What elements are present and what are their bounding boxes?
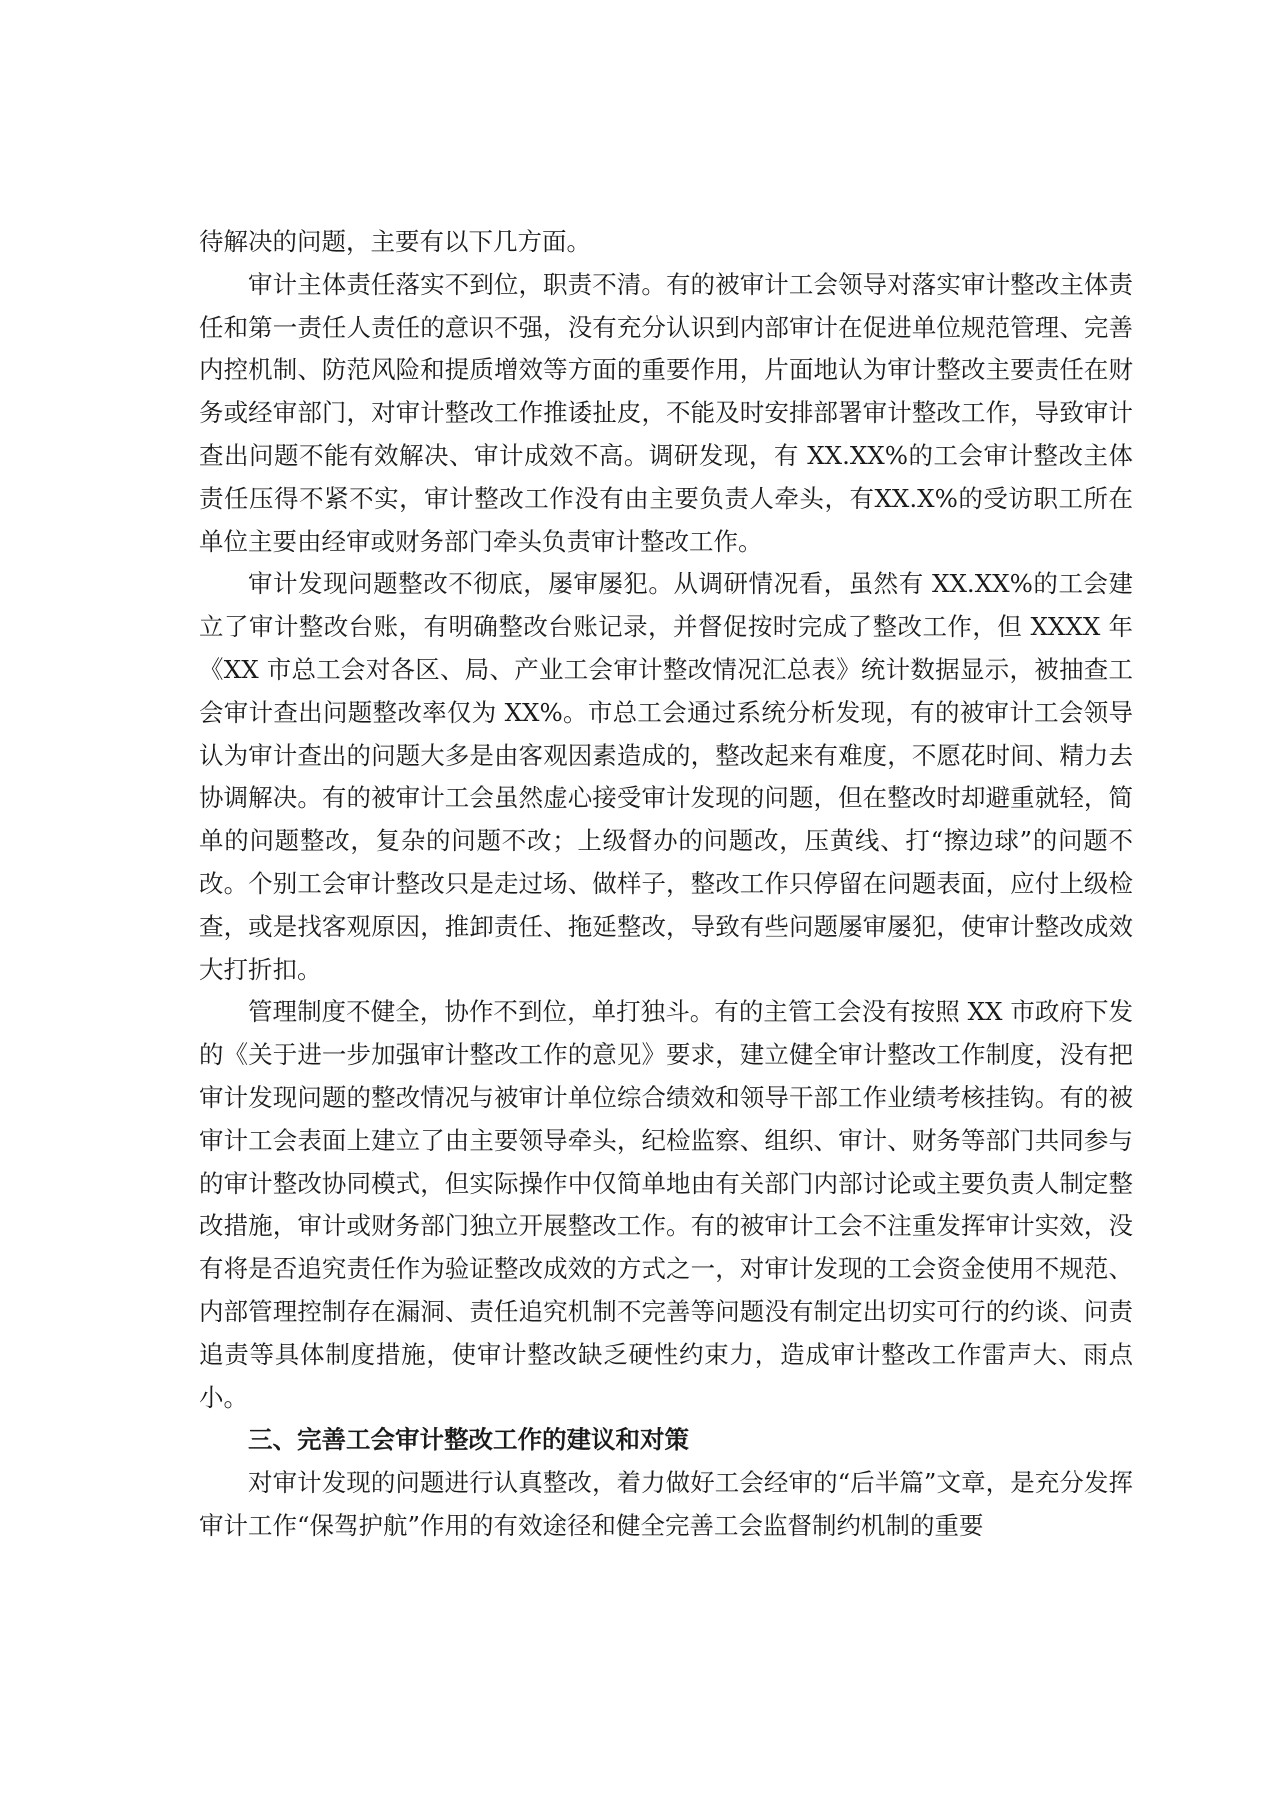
paragraph-management-system: 管理制度不健全，协作不到位，单打独斗。有的主管工会没有按照 XX 市政府下发的《关于进一步加强审计整改工作的意见》要求，建立健全审计整改工作制度，没有把审计发现问题的整改情况与被审计单位综合绩效和领导干部工作业绩考核挂钩。有的被审计工会表面上建立了由主要领导牵头，纪检监察、组织、审计、财务等部门共同参与的审计整改协同模式，但实际操作中仅简单地由有关部门内部讨论或主要负责人制定整改措施，审计或财务部门独立开展整改工作。有的被审计工会不注重发挥审计实效，没有将是否追究责任作为验证整改成效的方式之一，对审计发现的工会资金使用不规范、内部管理控制存在漏洞、责任追究机制不完善等问题没有制定出切实可行的约谈、问责追责等具体制度措施，使审计整改缺乏硬性约束力，造成审计整改工作雷声大、雨点小。 (199, 997, 1133, 1412)
paragraph-recommendations: 对审计发现的问题进行认真整改，着力做好工会经审的“后半篇”文章，是充分发挥审计工作“保驾护航”作用的有效途径和健全完善工会监督制约机制的重要 (199, 1468, 1133, 1540)
paragraph-rectification-incomplete: 审计发现问题整改不彻底，屡审屡犯。从调研情况看，虽然有 XX.XX%的工会建立了审计整改台账，有明确整改台账记录，并督促按时完成了整改工作，但 XXXX 年《XX 市总工会对各区、局、产业工会审计整改情况汇总表》统计数据显示，被抽查工会审计查出问题整改率仅为 XX%。市总工会通过系统分析发现，有的被审计工会领导认为审计查出的问题大多是由客观因素造成的，整改起来有难度，不愿花时间、精力去协调解决。有的被审计工会虽然虚心接受审计发现的问题，但在整改时却避重就轻，简单的问题整改，复杂的问题不改；上级督办的问题改，压黄线、打“擦边球”的问题不改。个别工会审计整改只是走过场、做样子，整改工作只停留在问题表面，应付上级检查，或是找客观原因，推卸责任、拖延整改，导致有些问题屡审屡犯，使审计整改成效大打折扣。 (199, 569, 1133, 984)
section-heading: 三、完善工会审计整改工作的建议和对策 (248, 1425, 689, 1455)
paragraph-continuation: 待解决的问题，主要有以下几方面。 (199, 227, 591, 256)
document-body (199, 221, 1133, 1548)
paragraph-audit-responsibility: 审计主体责任落实不到位，职责不清。有的被审计工会领导对落实审计整改主体责任和第一责任人责任的意识不强，没有充分认识到内部审计在促进单位规范管理、完善内控机制、防范风险和提质增效等方面的重要作用，片面地认为审计整改主要责任在财务或经审部门，对审计整改工作推诿扯皮，不能及时安排部署审计整改工作，导致审计查出问题不能有效解决、审计成效不高。调研发现，有 XX.XX%的工会审计整改主体责任压得不紧不实，审计整改工作没有由主要负责人牵头，有XX.X%的受访职工所在单位主要由经审或财务部门牵头负责审计整改工作。 (199, 269, 1133, 556)
